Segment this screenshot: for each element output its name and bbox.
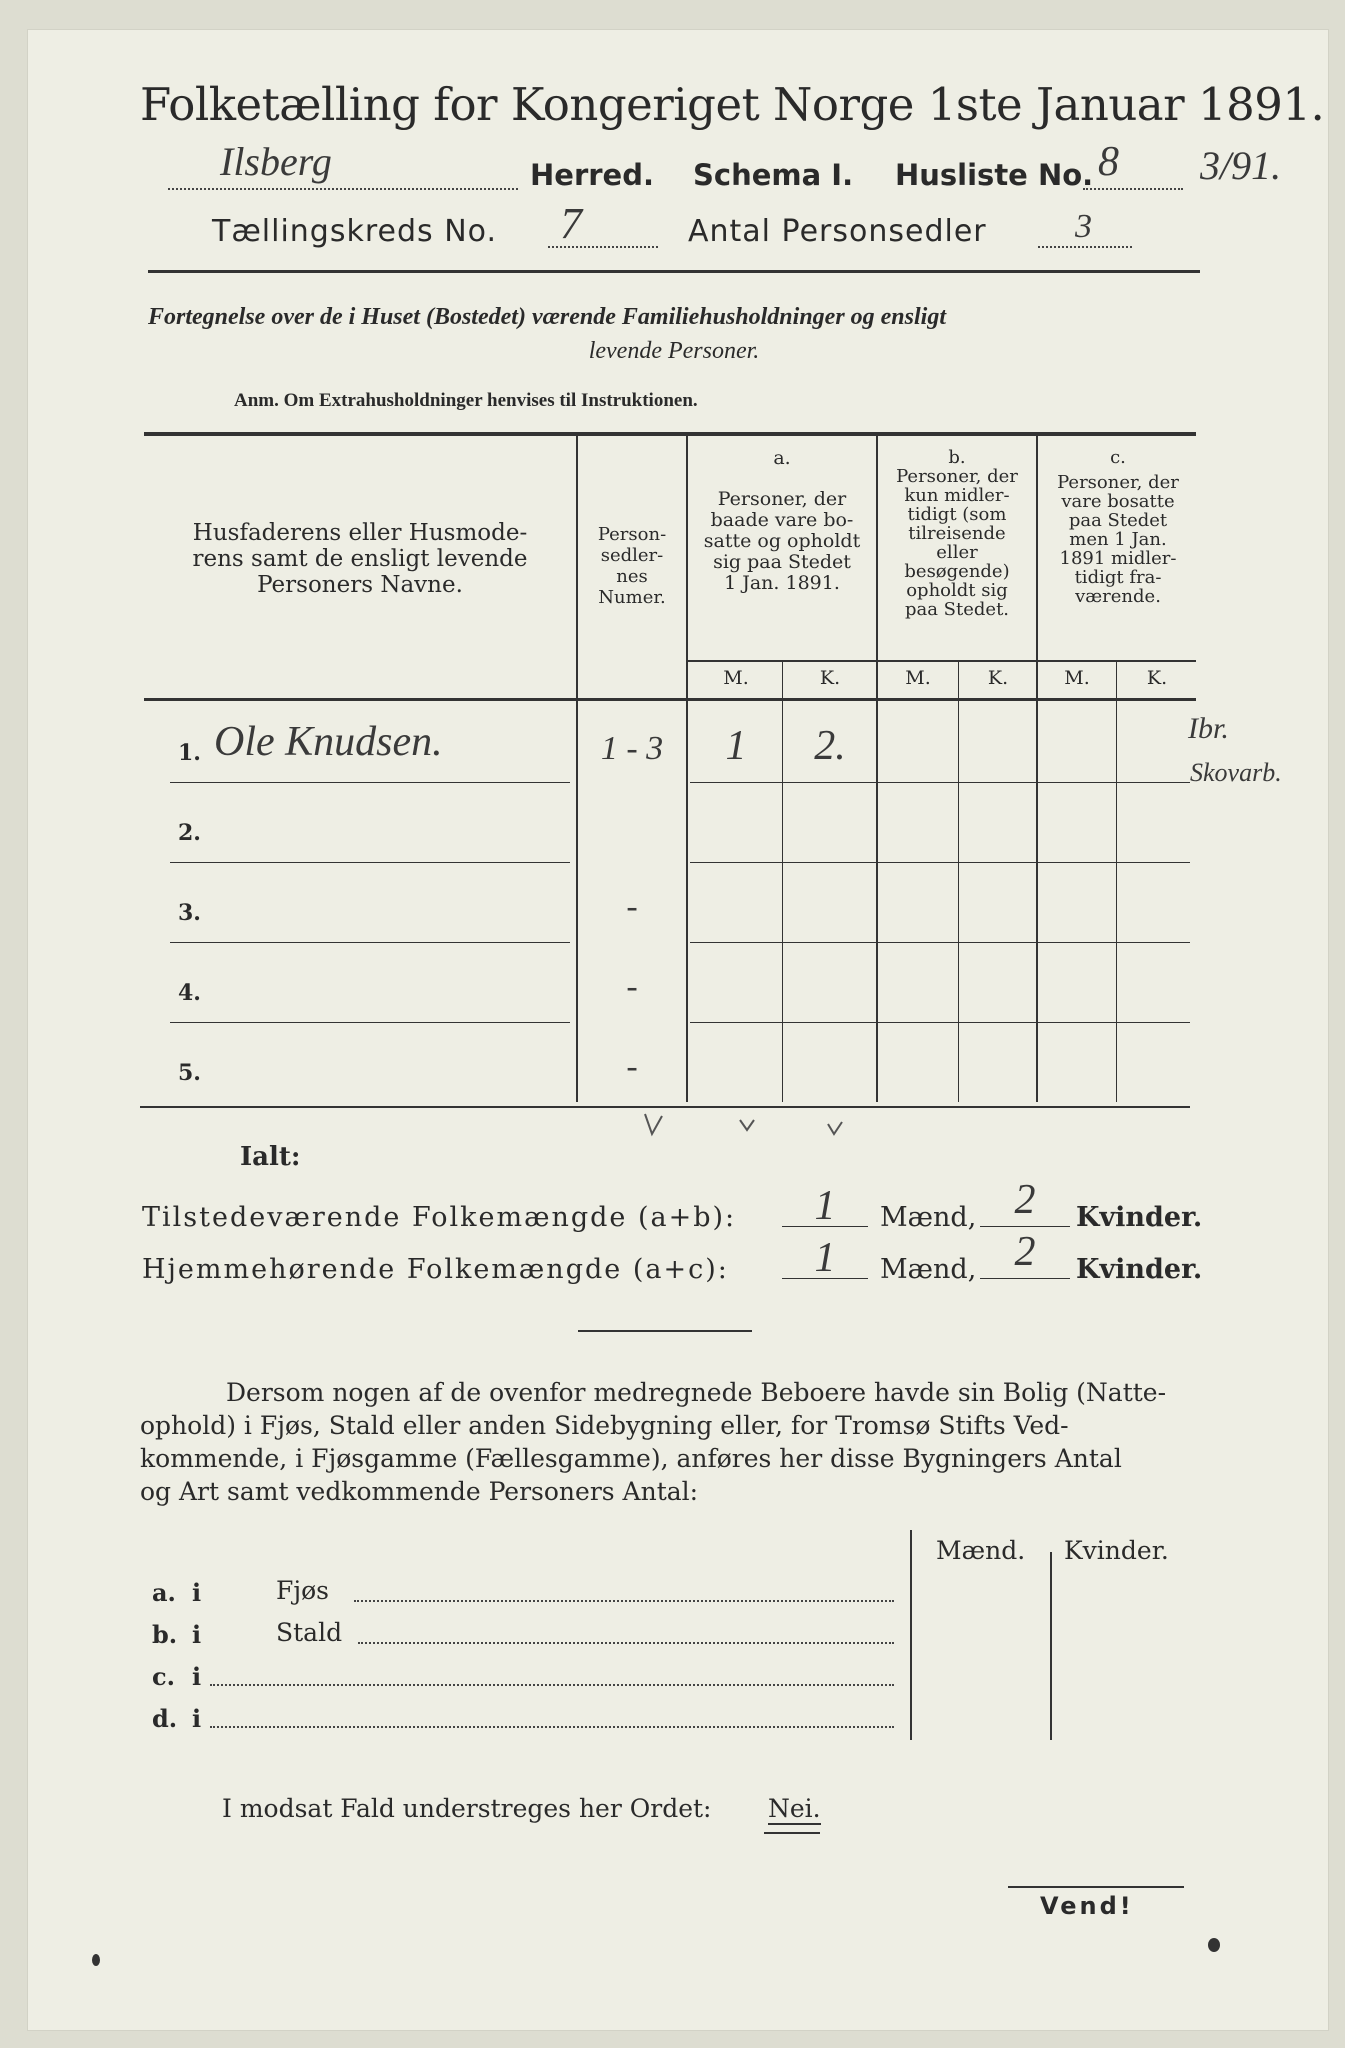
check-marks bbox=[600, 1108, 860, 1148]
nei-word: Nei. bbox=[768, 1794, 821, 1823]
check-mark-icon bbox=[828, 1122, 842, 1134]
table-top-rule bbox=[144, 432, 1196, 436]
ialt-label: Ialt: bbox=[240, 1142, 301, 1172]
tilstede-kvinder: Kvinder. bbox=[1076, 1202, 1203, 1233]
husliste-label: Husliste No. bbox=[895, 158, 1094, 192]
building-prep: i bbox=[192, 1662, 202, 1691]
buildings-col-kvinder: Kvinder. bbox=[1064, 1536, 1169, 1565]
row-a-m: 1 bbox=[725, 723, 747, 769]
col-c-header: c. Personer, der vare bosatte paa Stedet men 1 Jan. 1891 midler- tidigt fra- værende. bbox=[1057, 447, 1179, 607]
buildings-paragraph: Dersom nogen af de ovenfor medregnede Beboere havde sin Bolig (Natte- ophold) i Fjøs, Stald eller anden Sidebygning eller, for Tromsø Stifts Ved- kommende, i Fjøsgamme (Fællesgamme), anføres her disse Bygningers Antal og Art samt vedkommende Personers Antal: bbox=[140, 1378, 1167, 1506]
modsat-text: I modsat Fald understreges her Ordet: bbox=[222, 1794, 712, 1823]
tilstede-m-value: 1 bbox=[814, 1183, 836, 1229]
row-persnum: - bbox=[626, 968, 638, 1005]
tilstede-maend: Mænd, bbox=[880, 1202, 977, 1233]
herred-label: Herred. bbox=[530, 158, 654, 192]
row-persnum: - bbox=[626, 888, 638, 925]
tilstede-k-value: 2 bbox=[1014, 1177, 1036, 1223]
hjemme-m-value: 1 bbox=[814, 1235, 836, 1281]
building-prep: i bbox=[192, 1578, 202, 1607]
schema-label: Schema I. bbox=[693, 158, 854, 192]
b-k-label: K. bbox=[987, 667, 1009, 689]
margin-note-1: Ibr. bbox=[1188, 712, 1229, 745]
building-dots bbox=[210, 1668, 894, 1686]
row-line bbox=[690, 942, 1190, 943]
hjemme-kvinder: Kvinder. bbox=[1076, 1254, 1203, 1285]
row-persnum: - bbox=[626, 1048, 638, 1085]
building-dots bbox=[210, 1710, 894, 1728]
buildings-col-maend: Mænd. bbox=[936, 1536, 1026, 1565]
building-label: Fjøs bbox=[276, 1576, 329, 1605]
row-line bbox=[170, 942, 570, 943]
row-line bbox=[170, 782, 570, 783]
form-title: Folketælling for Kongeriget Norge 1ste Januar 1891. bbox=[140, 78, 1325, 131]
row-number: 4. bbox=[178, 980, 201, 1006]
ink-speck bbox=[1208, 1938, 1220, 1952]
intro-line-1: Fortegnelse over de i Huset (Bostedet) værende Familiehusholdninger og ensligt bbox=[148, 304, 946, 330]
building-prep: i bbox=[192, 1704, 202, 1733]
anm-note: Anm. Om Extrahusholdninger henvises til Instruktionen. bbox=[234, 390, 698, 411]
row-line bbox=[690, 862, 1190, 863]
check-mark-icon bbox=[645, 1114, 662, 1134]
kreds-label: Tællingskreds No. bbox=[212, 214, 497, 249]
tilstede-k-line bbox=[980, 1226, 1070, 1227]
hjemme-label: Hjemmehørende Folkemængde (a+c): bbox=[142, 1254, 729, 1285]
col-b-header: b. Personer, der kun midler- tidigt (som tilreisende eller besøgende) opholdt sig paa Stedet. bbox=[896, 447, 1018, 620]
row-line bbox=[690, 782, 1190, 783]
hjemme-k-line bbox=[980, 1278, 1070, 1279]
nei-underline bbox=[764, 1832, 820, 1834]
building-letter: d. bbox=[152, 1704, 178, 1733]
col-num-header: Person- sedler- nes Numer. bbox=[597, 524, 667, 608]
col-name-header: Husfaderens eller Husmode- rens samt de ensligt levende Personers Navne. bbox=[192, 520, 528, 598]
row-number: 1. bbox=[178, 740, 201, 766]
col-sep-num bbox=[686, 436, 688, 1102]
building-label: Stald bbox=[276, 1618, 343, 1647]
buildings-col-sep-2 bbox=[1050, 1552, 1052, 1740]
antal-value: 3 bbox=[1075, 208, 1092, 245]
b-m-label: M. bbox=[905, 667, 931, 689]
building-prep: i bbox=[192, 1620, 202, 1649]
building-letter: b. bbox=[152, 1620, 178, 1649]
a-m-label: M. bbox=[723, 667, 749, 689]
check-mark-icon bbox=[740, 1120, 754, 1130]
building-dots bbox=[354, 1584, 894, 1602]
vend-label: Vend! bbox=[1040, 1892, 1134, 1920]
a-k-label: K. bbox=[819, 667, 841, 689]
row-a-k: 2. bbox=[814, 723, 846, 769]
building-letter: a. bbox=[152, 1578, 176, 1607]
mk-subrule bbox=[688, 660, 1196, 662]
kreds-value: 7 bbox=[560, 199, 582, 248]
ink-speck bbox=[92, 1954, 100, 1966]
row-number: 2. bbox=[178, 820, 201, 846]
col-a-header: a. Personer, der baade vare bo- satte og opholdt sig paa Stedet 1 Jan. 1891. bbox=[703, 447, 861, 594]
header-rule bbox=[148, 270, 1200, 273]
herred-value: Ilsberg bbox=[220, 139, 332, 184]
tilstede-label: Tilstedeværende Folkemængde (a+b): bbox=[142, 1202, 737, 1233]
husliste-value: 8 bbox=[1098, 139, 1119, 185]
row-line bbox=[170, 862, 570, 863]
row-number: 3. bbox=[178, 900, 201, 926]
building-dots bbox=[358, 1626, 894, 1644]
row-number: 5. bbox=[178, 1060, 201, 1086]
row-line bbox=[170, 1022, 570, 1023]
row-name: Ole Knudsen. bbox=[214, 719, 443, 765]
col-sep-cm bbox=[1116, 662, 1117, 1102]
intro-line-2: levende Personer. bbox=[588, 338, 760, 364]
margin-note-2: Skovarb. bbox=[1190, 758, 1282, 787]
building-letter: c. bbox=[152, 1662, 175, 1691]
c-m-label: M. bbox=[1064, 667, 1090, 689]
col-sep-name bbox=[576, 436, 578, 1102]
hjemme-k-value: 2 bbox=[1014, 1229, 1036, 1275]
table-header-rule bbox=[144, 698, 1196, 701]
antal-label: Antal Personsedler bbox=[688, 214, 987, 249]
col-sep-bm bbox=[958, 662, 959, 1102]
col-sep-am bbox=[782, 662, 783, 1102]
c-k-label: K. bbox=[1146, 667, 1168, 689]
section-divider bbox=[578, 1330, 752, 1332]
row-persnum: 1 - 3 bbox=[600, 730, 664, 767]
hjemme-maend: Mænd, bbox=[880, 1254, 977, 1285]
vend-rule bbox=[1008, 1886, 1184, 1888]
row-line bbox=[690, 1022, 1190, 1023]
corner-note: 3/91. bbox=[1200, 143, 1282, 188]
buildings-col-sep-1 bbox=[910, 1530, 912, 1740]
